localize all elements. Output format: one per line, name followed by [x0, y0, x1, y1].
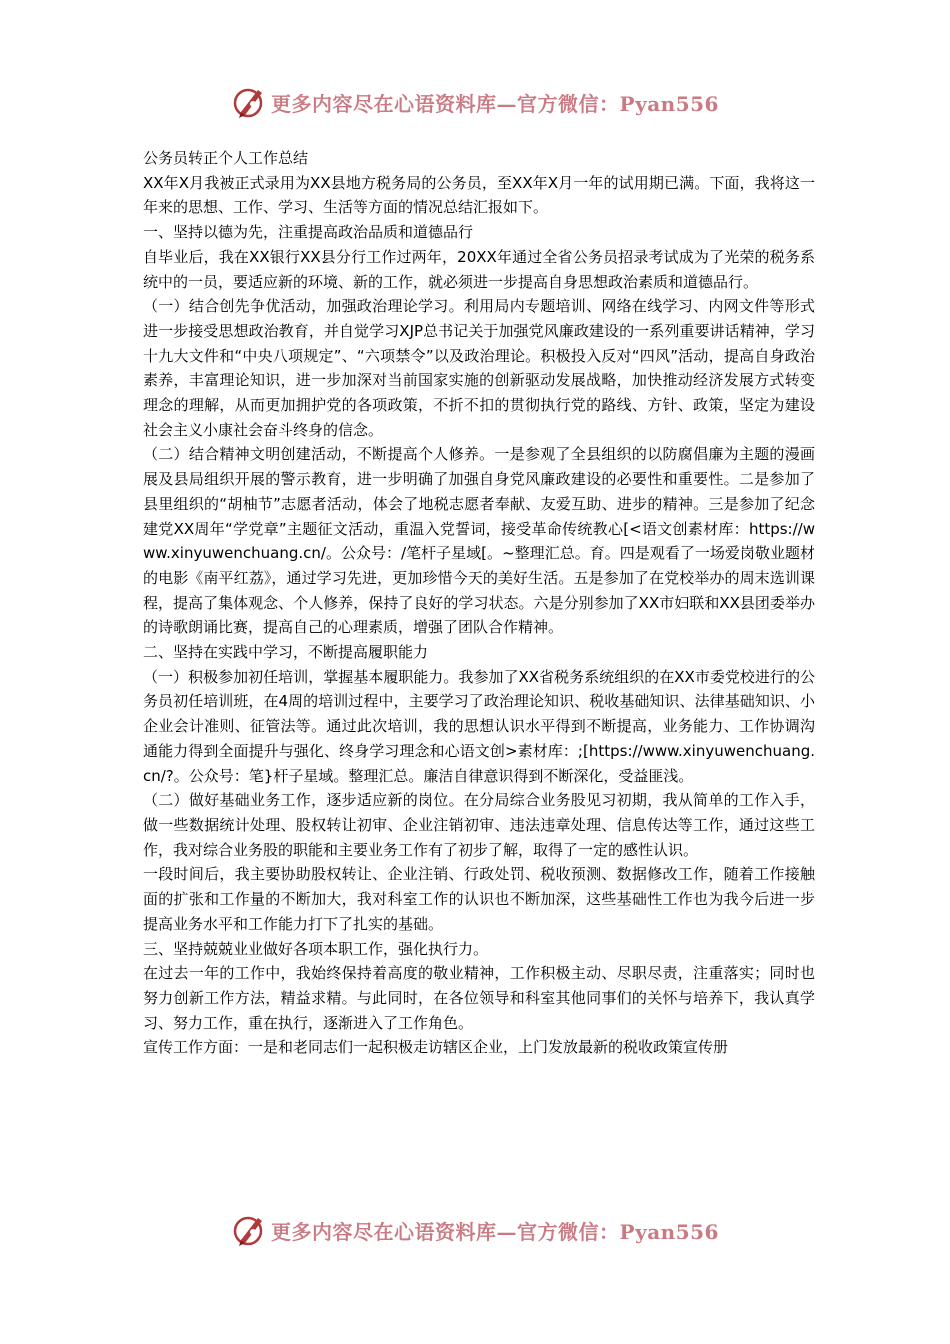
- paragraph: （二）结合精神文明创建活动，不断提高个人修养。一是参观了全县组织的以防腐倡廉为主题的漫画展及县局组织开展的警示教育，进一步明确了加强自身党风廉政建设的必要性和重要性。二是参加了县里组织的“胡柚节”志愿者活动，体会了地税志愿者奉献、友爱互助、进步的精神。三是参加了纪念建党XX周年“学党章”主题征文活动，重温入党誓词，接受革命传统教心[<语文创素材库：https://www.xinyuwenchuang.cn/。公众号：/笔杆子星域[。~整理汇总。育。四是观看了一场爱岗敬业题材的电影《南平红荔》，通过学习先进，更加珍惜今天的美好生活。五是参加了在党校举办的周末选训课程，提高了集体观念、个人修养，保持了良好的学习状态。六是分别参加了XX市妇联和XX县团委举办的诗歌朗诵比赛，提高自己的心理素质，增强了团队合作精神。: [143, 445, 815, 637]
- pen-logo-icon: [231, 84, 267, 120]
- paragraph: （一）结合创先争优活动，加强政治理论学习。利用局内专题培训、网络在线学习、内网文件等形式进一步接受思想政治教育，并自觉学习XJP总书记关于加强党风廉政建设的一系列重要讲话精神，学习十九大文件和“中央八项规定”、“六项禁令”以及政治理论。积极投入反对“四风”活动，提高自身政治素养，丰富理论知识，进一步加深对当前国家实施的创新驱动发展战略，加快推动经济发展方式转变理念的理解，从而更加拥护党的各项政策，不折不扣的贯彻执行党的路线、方针、政策，坚定为建设社会主义小康社会奋斗终身的信念。: [143, 297, 815, 439]
- paragraph: （一）积极参加初任培训，掌握基本履职能力。我参加了XX省税务系统组织的在XX市委党校进行的公务员初任培训班，在4周的培训过程中，主要学习了政治理论知识、税收基础知识、法律基础知识、小企业会计准则、征管法等。通过此次培训，我的思想认识水平得到不断提高，业务能力、工作协调沟通能力得到全面提升与强化、终身学习理念和心语文创>素材库：;[https://www.xinyuwenchuang.cn/?。公众号：笔}杆子星域。整理汇总。廉洁自律意识得到不断深化，受益匪浅。: [143, 667, 815, 785]
- paragraph: XX年X月我被正式录用为XX县地方税务局的公务员，至XX年X月一年的试用期已满。下面，我将这一年来的思想、工作、学习、生活等方面的情况总结汇报如下。: [143, 173, 815, 217]
- pen-logo-icon: [231, 1212, 267, 1248]
- footer-banner: [0, 1210, 950, 1250]
- header-banner: [0, 82, 950, 122]
- paragraph: 一段时间后，我主要协助股权转让、企业注销、行政处罚、税收预测、数据修改工作，随着工作接触面的扩张和工作量的不断加大，我对科室工作的认识也不断加深，这些基础性工作也为我今后进一步提高业务水平和工作能力打下了扎实的基础。: [143, 865, 815, 933]
- paragraph: （二）做好基础业务工作，逐步适应新的岗位。在分局综合业务股见习初期，我从简单的工作入手，做一些数据统计处理、股权转让初审、企业注销初审、违法违章处理、信息传达等工作，通过这些工作，我对综合业务股的职能和主要业务工作有了初步了解，取得了一定的感性认识。: [143, 791, 815, 859]
- paragraph: 在过去一年的工作中，我始终保持着高度的敬业精神，工作积极主动、尽职尽责，注重落实；同时也努力创新工作方法，精益求精。与此同时，在各位领导和科室其他同事们的关怀与培养下，我认真学习、努力工作，重在执行，逐渐进入了工作角色。: [143, 964, 815, 1032]
- document-title: 公务员转正个人工作总结: [143, 149, 309, 167]
- footer-banner-text: 更多内容尽在心语资料库—官方微信：Pyan556: [271, 1219, 719, 1244]
- document-body: [143, 146, 815, 1060]
- section-heading: 二、坚持在实践中学习，不断提高履职能力: [143, 643, 429, 662]
- paragraph: 自毕业后，我在XX银行XX县分行工作过两年，20XX年通过全省公务员招录考试成为了光荣的税务系统中的一员，要适应新的环境、新的工作，就必须进一步提高自身思想政治素质和道德品行。: [143, 247, 815, 291]
- paragraph: 宣传工作方面：一是和老同志们一起积极走访辖区企业，上门发放最新的税收政策宣传册: [143, 1038, 729, 1057]
- section-heading: 一、坚持以德为先，注重提高政治品质和道德品行: [143, 223, 474, 242]
- section-heading: 三、坚持兢兢业业做好各项本职工作，强化执行力。: [143, 939, 489, 958]
- header-banner-text: 更多内容尽在心语资料库—官方微信：Pyan556: [271, 91, 719, 116]
